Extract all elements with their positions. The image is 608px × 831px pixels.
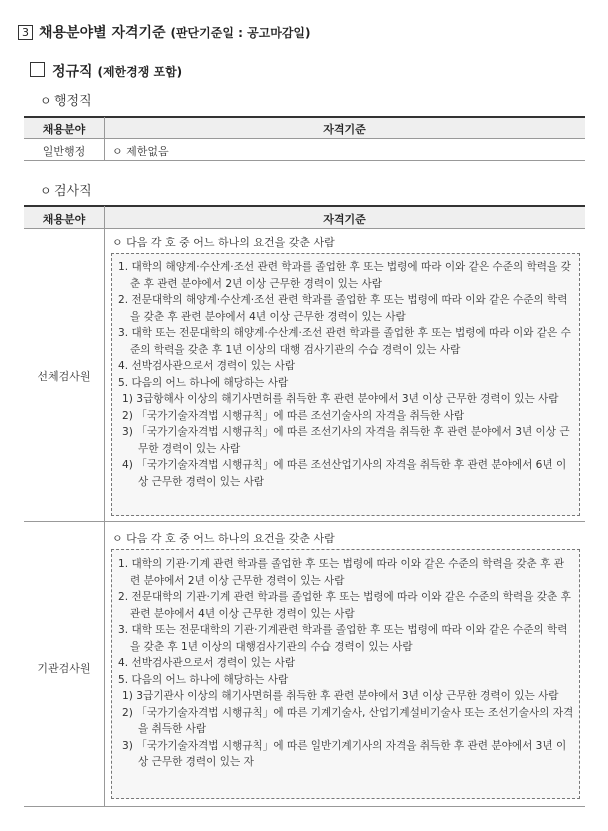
row-field-general-admin: 일반행정 — [42, 145, 86, 158]
table-top-border — [24, 205, 585, 207]
circle-bullet-icon: ㅇ — [40, 184, 52, 198]
row-intro-hull-inspector: ㅇ 다음 각 호 중 어느 하나의 요건을 갖춘 사람 — [112, 236, 335, 249]
list-item: 3. 대학 또는 전문대학의 기관·기계관련 학과를 졸업한 후 또는 법령에 따라 이와 같은 수준의 학력을 갖춘 후 1년 이상의 대행검사기관의 수습 경력이 있는 사람 — [118, 624, 568, 653]
list-item: 1. 대학의 기관·기계 관련 학과를 졸업한 후 또는 법령에 따라 이와 같은 수준의 학력을 갖춘 후 관련 분야에서 2년 이상 근무한 경력이 있는 사람 — [118, 558, 564, 587]
column-header-criteria: 자격기준 — [323, 123, 366, 136]
table-divider — [24, 138, 585, 139]
column-header-criteria: 자격기준 — [323, 213, 366, 226]
group-name: 검사직 — [54, 184, 92, 199]
table-row-divider — [24, 521, 585, 522]
list-item: 3. 대학 또는 전문대학의 해양계·수산계·조선 관련 학과를 졸업한 후 또는 법령에 따라 이와 같은 수준의 학력을 갖춘 후 1년 이상의 대행 검사기관의 수습 경력이 있는 사람 — [118, 327, 571, 356]
row-intro-engine-inspector: ㅇ 다음 각 호 중 어느 하나의 요건을 갖춘 사람 — [112, 532, 335, 545]
list-subitem: 3) 「국가기술자격법 시행규칙」에 따른 조선기사의 자격을 취득한 후 관련 분야에서 3년 이상 근무한 경력이 있는 사람 — [122, 426, 570, 455]
section-heading — [18, 22, 311, 42]
list-subitem: 3) 「국가기술자격법 시행규칙」에 따른 일반기계기사의 자격을 취득한 후 관련 분야에서 3년 이상 근무한 경력이 있는 자 — [122, 739, 567, 768]
row-field-hull-inspector: 선체검사원 — [37, 370, 91, 383]
group-heading-inspection — [40, 180, 92, 199]
group-heading-admin — [40, 90, 92, 109]
section-title: 채용분야별 자격기준 — [39, 25, 166, 41]
list-item: 4. 선박검사관으로서 경력이 있는 사람 — [118, 657, 296, 669]
list-item: 2. 전문대학의 기관·기계 관련 학과를 졸업한 후 또는 법령에 따라 이와 같은 수준의 학력을 갖춘 후 관련 분야에서 4년 이상 근무한 경력이 있는 사람 — [118, 591, 571, 620]
list-item: 5. 다음의 어느 하나에 해당하는 사람 — [118, 673, 289, 686]
table-column-divider — [104, 206, 105, 806]
criteria-list-engine — [118, 556, 574, 771]
list-item: 2. 전문대학의 해양계·수산계·조선 관련 학과를 졸업한 후 또는 법령에 따라 이와 같은 수준의 학력을 갖춘 후 관련 분야에서 4년 이상 근무한 경력이 있는 사람 — [118, 294, 568, 323]
group-name: 행정직 — [54, 94, 92, 109]
list-subitem: 4) 「국가기술자격법 시행규칙」에 따른 조선산업기사의 자격을 취득한 후 관련 분야에서 6년 이상 근무한 경력이 있는 사람 — [122, 459, 567, 488]
list-subitem: 1) 3급기관사 이상의 해기사면허를 취득한 후 관련 분야에서 3년 이상 근무한 경력이 있는 사람 — [122, 690, 559, 702]
list-item: 1. 대학의 해양계·수산계·조선 관련 학과를 졸업한 후 또는 법령에 따라 이와 같은 수준의 학력을 갖춘 후 관련 분야에서 2년 이상 근무한 경력이 있는 사람 — [118, 261, 571, 290]
subsection-subtitle: (제한경쟁 포함) — [97, 65, 183, 79]
table-bottom-border — [24, 160, 585, 161]
column-header-field: 채용분야 — [42, 123, 86, 136]
table-bottom-border — [24, 806, 585, 807]
section-number: 3 — [18, 25, 33, 40]
section-subtitle: (판단기준일 : 공고마감일) — [170, 26, 311, 40]
list-subitem: 2) 「국가기술자격법 시행규칙」에 따른 조선기술사의 자격을 취득한 사람 — [122, 409, 465, 422]
subsection-title: 정규직 — [52, 64, 93, 80]
row-criteria-general-admin: ㅇ 제한없음 — [112, 145, 169, 158]
list-subitem: 2) 「국가기술자격법 시행규칙」에 따른 기계기술사, 산업기계설비기술사 또는 조선기술사의 자격을 취득한 사람 — [122, 706, 574, 735]
criteria-list-hull — [118, 259, 574, 490]
circle-bullet-icon: ㅇ — [40, 94, 52, 108]
table-top-border — [24, 116, 585, 118]
column-header-field: 채용분야 — [42, 213, 86, 226]
table-divider — [24, 228, 585, 229]
list-item: 4. 선박검사관으로서 경력이 있는 사람 — [118, 360, 296, 372]
list-item: 5. 다음의 어느 하나에 해당하는 사람 — [118, 376, 289, 389]
checkbox-square-icon — [30, 62, 45, 77]
row-field-engine-inspector: 기관검사원 — [37, 662, 91, 675]
subsection-heading — [30, 61, 182, 81]
list-subitem: 1) 3급항해사 이상의 해기사면허를 취득한 후 관련 분야에서 3년 이상 근무한 경력이 있는 사람 — [122, 393, 559, 405]
